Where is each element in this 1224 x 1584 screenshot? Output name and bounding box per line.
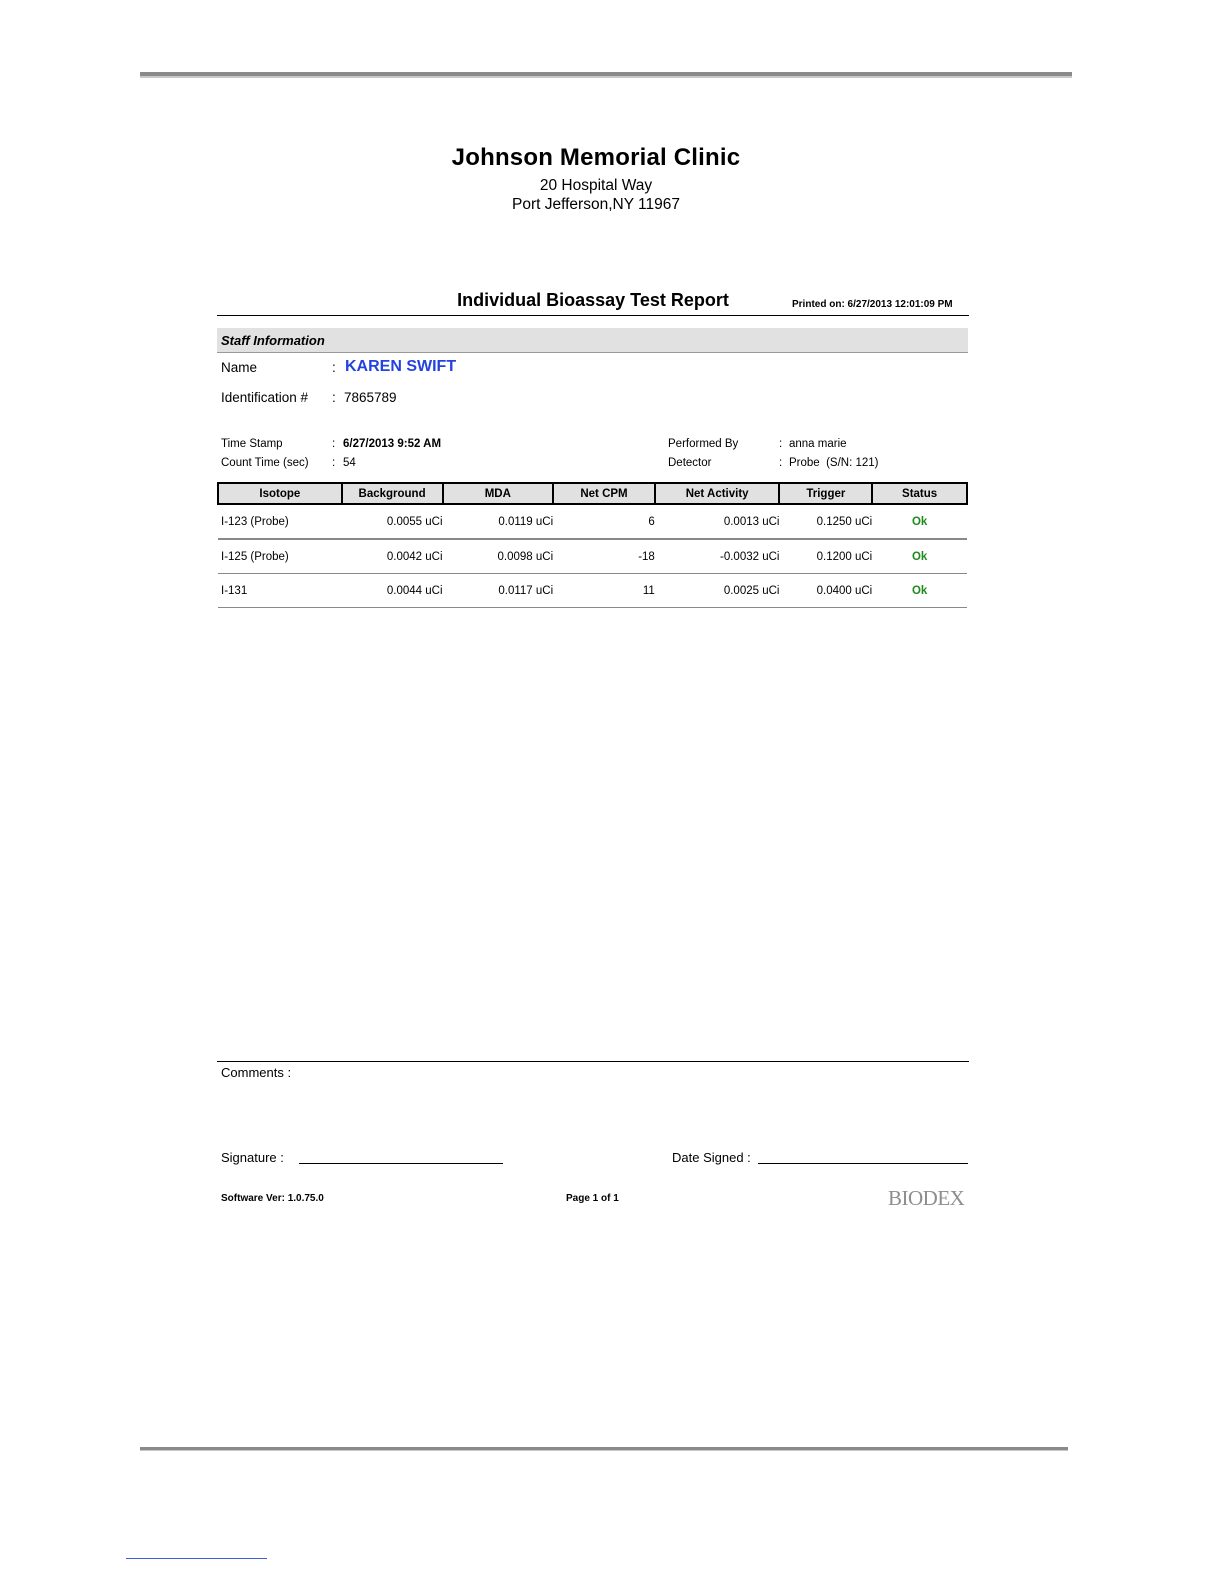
cell-net-activity: 0.0013 uCi: [655, 504, 780, 539]
staff-section-label: Staff Information: [221, 333, 325, 348]
comments-rule: [217, 1061, 969, 1062]
performed-by-label: Performed By: [668, 438, 739, 450]
software-version: Software Ver: 1.0.75.0: [221, 1193, 324, 1204]
date-signed-label: Date Signed :: [672, 1150, 751, 1165]
table-row: [218, 539, 967, 574]
cell-status: Ok: [872, 539, 967, 574]
report-title: Individual Bioassay Test Report: [457, 290, 729, 310]
cell-mda: 0.0119 uCi: [443, 504, 554, 539]
printed-on: Printed on: 6/27/2013 12:01:09 PM: [792, 299, 953, 310]
time-stamp-value: 6/27/2013 9:52 AM: [343, 438, 442, 450]
cell-isotope: I-125 (Probe): [218, 539, 342, 574]
cell-net-cpm: 6: [553, 504, 655, 539]
title-rule: [217, 315, 969, 316]
cell-net-activity: 0.0025 uCi: [655, 574, 780, 608]
cell-net-cpm: -18: [553, 539, 655, 574]
cell-mda: 0.0098 uCi: [443, 539, 554, 574]
name-label: Name: [221, 360, 258, 375]
table-header-row: [218, 483, 967, 504]
clinic-address-line2: Port Jefferson,NY 11967: [511, 196, 681, 213]
column-header-trigger: Trigger: [779, 483, 872, 504]
cell-isotope: I-131: [218, 574, 342, 608]
cell-trigger: 0.1250 uCi: [779, 504, 872, 539]
time-stamp-label: Time Stamp: [221, 438, 283, 450]
detector-separator: :: [779, 457, 783, 469]
detector-label: Detector: [668, 457, 712, 469]
biodex-logo: BIODEX: [888, 1186, 965, 1210]
cell-isotope: I-123 (Probe): [218, 504, 342, 539]
cell-background: 0.0042 uCi: [342, 539, 443, 574]
identification-label: Identification #: [221, 390, 309, 405]
staff-name-value: KAREN SWIFT: [345, 358, 457, 375]
clinic-name: Johnson Memorial Clinic: [451, 144, 741, 171]
table-row: [218, 574, 967, 608]
detector-value: Probe (S/N: 121): [789, 457, 879, 469]
cell-status: Ok: [872, 504, 967, 539]
results-table: [217, 482, 968, 608]
column-header-background: Background: [342, 483, 443, 504]
signature-label: Signature :: [221, 1150, 284, 1165]
count-time-value: 54: [343, 457, 356, 469]
performed-by-value: anna marie: [789, 438, 847, 450]
page-top-rule: [140, 72, 1072, 78]
column-header-net-cpm: Net CPM: [553, 483, 655, 504]
footnote-link-rule: [126, 1558, 267, 1559]
date-signed-line: [758, 1163, 968, 1164]
comments-label: Comments :: [221, 1065, 292, 1080]
column-header-mda: MDA: [443, 483, 554, 504]
clinic-address-line1: 20 Hospital Way: [539, 177, 653, 194]
count-time-separator: :: [332, 457, 336, 469]
cell-trigger: 0.0400 uCi: [779, 574, 872, 608]
staff-section-bar: [217, 328, 968, 353]
page-number: Page 1 of 1: [566, 1193, 619, 1204]
identification-separator: :: [332, 390, 336, 405]
count-time-label: Count Time (sec): [221, 457, 309, 469]
performed-by-separator: :: [779, 438, 783, 450]
page-bottom-rule: [140, 1447, 1068, 1451]
name-separator: :: [332, 360, 336, 375]
identification-value: 7865789: [344, 390, 397, 405]
column-header-net-activity: Net Activity: [655, 483, 780, 504]
table-row: [218, 504, 967, 539]
cell-background: 0.0055 uCi: [342, 504, 443, 539]
column-header-isotope: Isotope: [218, 483, 342, 504]
signature-line: [299, 1163, 503, 1164]
cell-background: 0.0044 uCi: [342, 574, 443, 608]
cell-status: Ok: [872, 574, 967, 608]
time-stamp-separator: :: [332, 438, 336, 450]
clinic-header: [0, 144, 1224, 214]
cell-net-activity: -0.0032 uCi: [655, 539, 780, 574]
column-header-status: Status: [872, 483, 967, 504]
cell-trigger: 0.1200 uCi: [779, 539, 872, 574]
cell-mda: 0.0117 uCi: [443, 574, 554, 608]
cell-net-cpm: 11: [553, 574, 655, 608]
